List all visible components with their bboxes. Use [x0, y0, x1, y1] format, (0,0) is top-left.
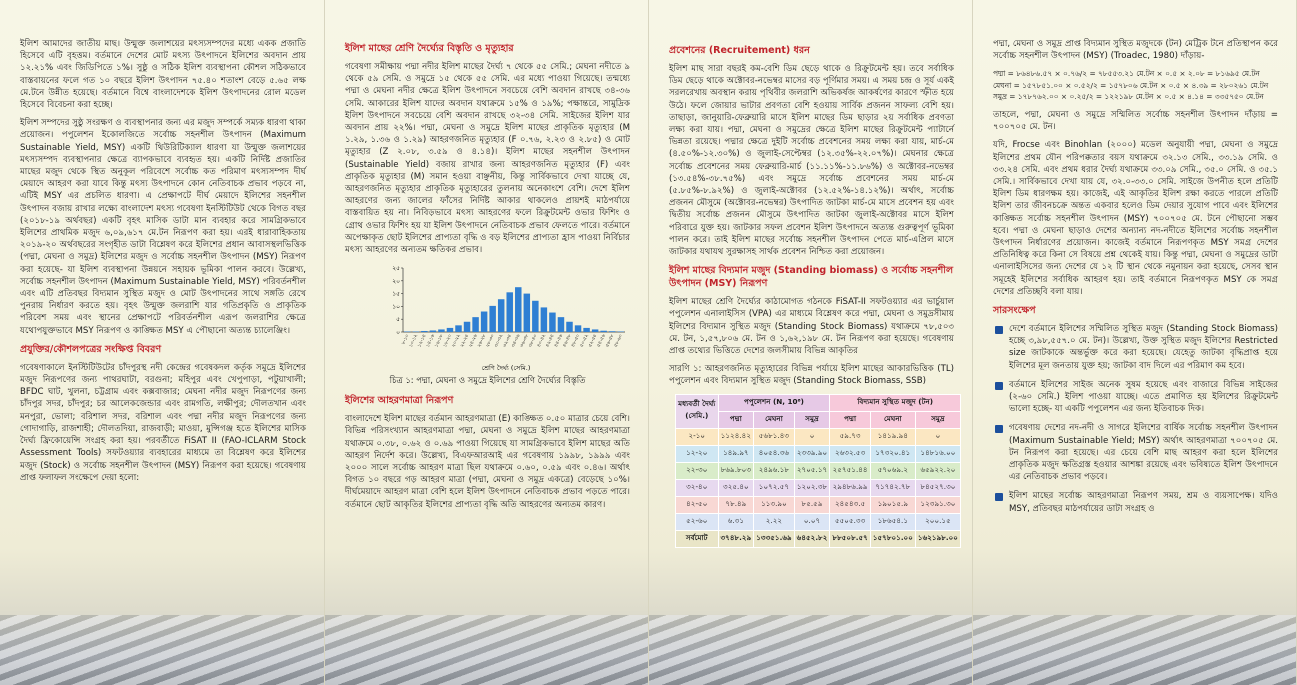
- table-row: [676, 479, 961, 496]
- hilsa-fish-image: [0, 615, 324, 685]
- table-caption: সারণি ১: আহরণজনিত মৃত্যুহারের বিভিন্ন পর্যায়ে ইলিশ মাছের আকারভিত্তিক (TL) পপুলেশন এবং বিদ্যমান সুস্থিত মজুদ (Standing Stock Biomass, SSB): [669, 364, 954, 387]
- table-cell: ৫৯.৭৩: [830, 428, 870, 445]
- chart-bar: [566, 322, 572, 332]
- table-subheader: মেঘনা: [754, 411, 794, 428]
- table-cell: ২৪৯৬.১৮: [754, 462, 794, 479]
- chart-y-tick-label: ৫: [396, 316, 400, 324]
- table-cell: ১২৩৯১.৩০: [915, 496, 960, 513]
- chart-bar: [421, 331, 427, 332]
- bullet-square-icon: [995, 382, 1003, 390]
- figure-caption: চিত্র ১: পদ্মা, মেঘনা ও সমুদ্রে ইলিশের শ্রেণি দৈর্ঘ্যের বিস্তৃতি: [389, 375, 586, 386]
- chart-bar: [600, 331, 606, 332]
- chart-x-tick-label: ৩০-৩২: [494, 333, 505, 349]
- chart-x-axis-label: শ্রেণি দৈর্ঘ্য (সেমি.): [481, 364, 531, 373]
- table-cell: ৩২-৪০: [676, 479, 719, 496]
- table-cell: ৫৭০৬৯.২: [870, 462, 915, 479]
- chart-svg: [381, 262, 631, 372]
- table-cell: ২২-৩০: [676, 462, 719, 479]
- formula-padma: পদ্মা = ৮৬৪৮৬.৫৭ × ০.৭৬/২ = ৭৮৫৫৩.২১ মে.টন × ০.৫ × ২.০৮ = ৮১৬৯৫ মে.টন: [993, 69, 1260, 79]
- msy-paragraph: ইলিশ সম্পদের সুষ্ঠু সংরক্ষণ ও ব্যবস্থাপনার জন্য এর মজুদ সম্পর্কে সম্যক ধারণা থাকা প্রয়োজন। পপুলেশন ইকোলজিতে সর্বোচ্চ সহনশীল উৎপাদন (Maximum Sustainable Yield, MSY) একটি থিউরিটিক্যাল ধারণা যা উন্মুক্ত জলাশয়ের মৎস্যসম্পদ ব্যবস্থাপনার ক্ষেত্রে ব্যাপকভাবে ব্যবহৃত হয়। একটি নির্দিষ্ট প্রজাতির মাছের মজুদ থেকে স্থিত অনুকূল পরিবেশে সর্বোচ্চ কত পরিমাণ মৎস্যসম্পদ দীর্ঘ মেয়াদে আহরণ করা যাবে কিন্তু মৎস্য উৎপাদনে কোন নেতিবাচক প্রভাব পড়বে না, এটিই MSY এর প্রচলিত ধারণা। এ প্রেক্ষাপটে দীর্ঘ মেয়াদে ইলিশের সহনশীল উৎপাদন বজায় রাখার লক্ষ্যে বাংলাদেশ মৎস্য গবেষণা ইনস্টিটিউট থেকে বিগত বছর (২০১৮-১৯ অর্থবছর) একটি বৃহৎ মাসিক ডাটা মান ব্যবহার করে সামগ্রিকভাবে ইলিশের প্রাথমিক মজুদ ৬,০৯,৬১৭ মে.টন নিরূপণ করা হয়। এরই ধারাবাহিকতায় ২০১৯-২০ অর্থবছরের সংগৃহীত ডাটা বিশ্লেষণ করে ইলিশের প্রধান আবাসস্থলভিত্তিক (পদ্মা, মেঘনা ও সমুদ্র) ইলিশের মজুদ ও সর্বোচ্চ সহনশীল উৎপাদন (MSY) নিরূপণ করা হয়েছে- যা ইলিশ ব্যবস্থাপনা উন্নয়নে সহায়ক ভূমিকা পালন করবে। উল্লেখ্য, সর্বোচ্চ সহনশীল উৎপাদন (Maximum Sustainable Yield, MSY) পরিবর্তনশীল এবং এটি প্রতিবছর বিদ্যমান সুস্থিত মজুদ ও মোট উৎপাদনের সাথে সঙ্গতি রেখে পুনরায় নির্ধারণ করতে হয়। বৃহৎ উন্মুক্ত জলরাশি যার গতিপ্রকৃতি ও প্রাকৃতিক পরিবেশ সময় এবং স্থানের প্রেক্ষাপটে পরিবর্তনশীল এরূপ জলরাশির ক্ষেত্রে যথোপযুক্তভাবে MSY নিরূপণ ও কাঙ্ক্ষিত MSY এ পৌছানো অত্যন্ত চ্যালেঞ্জিং।: [20, 118, 306, 336]
- table-cell: ৩২৫.৪০: [718, 479, 754, 496]
- bullet-square-icon: [995, 425, 1003, 433]
- table-row: [676, 428, 961, 445]
- table-cell: ২৭০৫.১৭: [794, 462, 830, 479]
- chart-x-tick-label: ২৮-৩০: [485, 333, 496, 349]
- panel-3: [649, 0, 973, 685]
- chart-x-tick-label: ১৮-২০: [442, 333, 454, 349]
- methods-heading: প্রযুক্তির/কৌশলপত্রের সংক্ষিপ্ত বিবরণ: [20, 343, 162, 355]
- chart-x-tick-label: ২০-২২: [451, 333, 462, 349]
- recruitment-heading: প্রবেশনের (Recruitement) ধরন: [669, 45, 810, 56]
- formula-sea: সমুদ্র = ১৭৮৭৬২.০০ × ০.২৫/২ = ১২২১৯৮ মে.টন × ০.৫ × ৪.১৪ = ৩৩৫৭৫০ মে.টন: [993, 92, 1264, 102]
- table-cell: ২.২২: [754, 513, 794, 530]
- length-distribution-heading: ইলিশ মাছের শ্রেণি দৈর্ঘ্যের বিস্তৃতি ও মৃত্যুহার: [345, 43, 514, 54]
- formula-meghna: মেঘনা = ১৫৭৮৫১.০০ × ০.৫২/২ = ১৫৭৮০৬ মে.টন × ০.৫ × ৪.৩৯ = ২৮০২৬১ মে.টন: [993, 80, 1269, 90]
- chart-x-tick-label: ৫৪-৫৬: [596, 333, 607, 349]
- methods-paragraph: গবেষণাকালে ইনস্টিটিউটের চাঁদপুরস্থ নদী কেন্দ্রের গবেষকদল কর্তৃক সমুদ্রে ইলিশের মজুদ নিরূপণের জন্য পাথরঘাটা, বরগুনা; মহিপুর এবং খেপুপাড়া, পটুয়াখালী; BFDC ঘাট, খুলনা, চট্টগ্রাম এবং কক্সবাজার; মেঘনা নদীর মজুদ নিরূপণের জন্য চাঁদপুর সদর, চাঁদপুর; চর আলেকজেন্ডার এবং রামগতি, লক্ষীপুর; দৌলতখান এবং মনপুরা, ভোলা; বরিশাল সদর, বরিশাল এবং পদ্মা নদীর মজুদ নিরূপণের জন্য গোদাগাড়ি, রাজশাহী; দৌলতদিয়া, রাজবাড়ী; মাওয়া, মুন্সিগঞ্জ হতে ইলিশের মাসিক দৈর্ঘ্য ফ্রিকোয়েন্সি সংগ্রহ করা হয়। পরবর্তীতে FiSAT II (FAO-ICLARM Stock Assessment Tools) সফটওয়্যার ব্যবহারের মাধ্যমে তা বিশ্লেষণ করে ইলিশের মজুদ (Stock) ও সর্বোচ্চ সহনশীল উৎপাদন (MSY) নিরূপণ করা হয়েছে। গবেষণায় প্রাপ্ত ফলাফল সংক্ষেপে দেয়া হলো:: [20, 362, 306, 483]
- msy-total-paragraph: তাহলে, পদ্মা, মেঘনা ও সমুদ্রে সম্মিলিত সর্বোচ্চ সহনশীল উৎপাদন দাঁড়ায় = ৭০০৭০৫ মে. টন।: [993, 109, 1278, 133]
- length-distribution-paragraph: গবেষণা সমীক্ষায় পদ্মা নদীর ইলিশ মাছের দৈর্ঘ্য ৭ থেকে ৫৫ সেমি.; মেঘনা নদীতে ৯ থেকে ৫৯ সেমি. ও সমুদ্রে ১৫ থেকে ৫৫ সেমি. এর মধ্যে পাওয়া গিয়েছে। তন্মধ্যে পদ্মা ও মেঘনা নদীর ক্ষেত্রে ইলিশ উৎপাদনে সবচেয়ে বেশি অবদান রাখছে ৩৪-৩৬ সেমি. আকারের ইলিশ যাদের অবদান যথাক্রমে ১৫% ও ১৯%; পক্ষান্তরে, সামুদ্রিক ইলিশ উৎপাদনে সবচেয়ে বেশি অবদান রাখছে ৩২-৩৪ সেমি. সাইজের ইলিশ যার অবদান প্রায় ২২%। পদ্মা, মেঘনা ও সমুদ্রে ইলিশ মাছের প্রাকৃতিক মৃত্যুহার (M ১.২৯, ১.৩৬ ও ১.২৯) আহরণজনিত মৃত্যুহার (F ০.৭৬, ২.২৩ ও ২.৮৫) ও মোট মৃত্যুহার (Z ২.০৮, ৩.৫৯ ও ৪.১৪)। ইলিশ মাছের সহনশীল উৎপাদন (Sustainable Yield) বজায় রাখার জন্য আহরণজনিত মৃত্যুহার (F) এবং প্রাকৃতিক মৃত্যুহার (M) সমান হওয়া বাঞ্ছনীয়, কিন্তু সার্বিকভাবে দেখা যাচ্ছে যে, আহরণজনিত মৃত্যুহার প্রাকৃতিক মৃত্যুহারের তুলনায় অনেকাংশে বেশি। দেশে ইলিশ আহরণের জন্য জালের ফাঁসের নির্দিষ্ট আকার থাকলেও প্রায়শই মাঠপর্যায়ে বাস্তবায়িত হয় না। নিবিড়ভাবে মৎস্য আহরণের ফলে রিক্রুটমেন্ট ওভার ফিশিং ও গ্রোথ ওভার ফিশিং হয় যা ইলিশ উৎপাদনে নেতিবাচক প্রভাব ফেলতে পারে। বর্তমানে অপেক্ষাকৃত ছোট ইলিশের প্রাপ্যতা বৃদ্ধি ও বড় ইলিশের প্রাপ্যতা হ্রাস পাওয়া নির্বিচার মৎস্য আহরণের অন্যতম ক্ষতিকর প্রভাব।: [345, 62, 630, 256]
- bullet-square-icon: [995, 493, 1003, 501]
- table-cell: ২৩৩৯.৯০: [794, 445, 830, 462]
- chart-x-tick-label: ৪৪-৪৬: [553, 333, 565, 349]
- bullet-square-icon: [995, 326, 1003, 334]
- chart-bar: [532, 301, 538, 332]
- table-cell: ২-১০: [676, 428, 719, 445]
- table-cell: ১২-২০: [676, 445, 719, 462]
- table-cell: ১৫৭৮০১.০০: [870, 530, 915, 547]
- table-cell: ২৯৪৮৬.৯৯: [830, 479, 870, 496]
- chart-x-tick-label: ৫৬-৫৮: [605, 333, 616, 349]
- biomass-heading: ইলিশ মাছের বিদ্যমান মজুদ (Standing biomass) ও সর্বোচ্চ সহনশীল উৎপাদন (MSY) নিরূপণ: [669, 265, 954, 290]
- panel-4: [973, 0, 1297, 685]
- table-row: [676, 462, 961, 479]
- summary-item: [993, 379, 1278, 416]
- table-cell: ২৬৩২.৫৩: [830, 445, 870, 462]
- chart-x-tick-label: ১০-১২: [408, 333, 420, 349]
- table-cell: ৮৬৯.৮০৩: [718, 462, 754, 479]
- summary-item: [993, 490, 1278, 514]
- table-cell: ০: [915, 428, 960, 445]
- table-cell: ১৭৩২০.৪১: [870, 445, 915, 462]
- maturity-paragraph: যদি, Frocse এবং Binohlan (২০০০) মডেল অনুযায়ী পদ্মা, মেঘনা ও সমুদ্রে ইলিশের প্রথম যৌন পরিপক্কতার বয়স যথাক্রমে ৩২.১৩ সেমি., ৩৩.১৯ সেমি. ও ৩৩.২৪ সেমি. এবং প্রথম ধরার দৈর্ঘ্য যথাক্রমে ৩৩.০৯ সেমি., ৩৫.০ সেমি. ও ৩৫.১ সেমি.। সার্বিকভাবে দেখা যায় যে, ৩২.০-৩৩.০ সেমি. সাইজে উপনীত হলে প্রতিটি ইলিশ ডিম ধারণক্ষম হয়। কাজেই, এই আকৃতির ইলিশ রক্ষা করতে পারলে প্রতিটি ইলিশ তার জীবনচক্রে অন্তত একবার হলেও ডিম দেয়ার সুযোগ পাবে এবং ইলিশের কাঙ্ক্ষিত সর্বোচ্চ সহনশীল উৎপাদন (MSY) ৭০০৭০৫ মে. টনে পৌছানো সম্ভব হবে। পদ্মা ও মেঘনা ছাড়াও দেশের অন্যান্য নদ-নদীতে ইলিশের সর্বোচ্চ সহনশীল উৎপাদন নির্ধারণের প্রয়োজন। কাজেই বর্তমানে নিরূপণকৃত MSY সমগ্র দেশের প্রতিনিধিত্ব করে কিনা সে বিষয়ে প্রশ্ন থেকেই যায়। কিন্তু পদ্মা, মেঘনা ও সমুদ্রের ডাটা এনালাইসিসের জন্য দেশের যে ১২ টি স্থান থেকে নমুনায়ন করা হয়েছে, সেসব স্থান সমূহেই ইলিশের সর্বাধিক আহরণ হয়। তাই বর্তমানে নিরূপণকৃত MSY কে সমগ্র দেশের প্রতিচ্ছবি বলা যায়।: [993, 140, 1278, 297]
- summary-item-text: বর্তমানে ইলিশের সাইজ অনেক সুষম হয়েছে এবং বাজারে বিভিন্ন সাইজের (২-৬০ সেমি.) ইলিশ পাওয়া যাচ্ছে। এতে প্রমাণিত হয় ইলিশের রিক্রুটমেন্ট ভালো হচ্ছে- যা একটি পপুলেশন এর জন্য ইতিবাচক দিক।: [1009, 379, 1278, 415]
- chart-bar: [498, 299, 504, 332]
- chart-y-tick-label: ১০: [392, 303, 400, 311]
- chart-x-tick-label: ৪৮-৫০: [571, 333, 582, 349]
- table-cell: ৮৪৫২৭.৩০: [915, 479, 960, 496]
- table-row: [676, 513, 961, 530]
- chart-bar: [515, 287, 521, 332]
- chart-bar: [472, 317, 478, 332]
- chart-x-tick-label: ২৪-২৬: [468, 333, 479, 349]
- chart-x-tick-label: ৫০-৫২: [579, 333, 590, 349]
- chart-bar: [447, 328, 453, 332]
- chart-y-tick-label: ০: [396, 329, 400, 337]
- table-subheader: সমুদ্র: [794, 411, 830, 428]
- chart-x-tick-label: ৮-১০: [401, 333, 411, 346]
- chart-x-tick-label: ১৪-১৬: [425, 333, 437, 349]
- table-cell: ২৫৭৫১.৪৪: [830, 462, 870, 479]
- exploitation-paragraph: বাংলাদেশে ইলিশ মাছের বর্তমান আহরণমাত্রা (E) কাঙ্ক্ষিত ০.৫০ মাত্রার চেয়ে বেশি। বিভিন্ন পরিসংখ্যান আহরণমাত্রা পদ্মা, মেঘনা ও সমুদ্রে ইলিশ মাছের আহরণমাত্রা যথাক্রমে ০.৩৮, ০.৬২ ও ০.৬৯ পাওয়া গিয়েছে যা সামগ্রিকভাবে ইলিশ মাছের অতি আহরণ নির্দেশ করে। উল্লেখ্য, বিএফআরআই এর গবেষণায় ১৯৯৮, ১৯৯৯ এবং ২০০০ সালে সর্বোচ্চ আহরণ মাত্রা ছিল যথাক্রমে ০.৬০, ০.৫৯ এবং ০.৪৬। অর্থাৎ বিগত ১০ বছরে গড় আহরণ মাত্রা (পদ্মা, মেঘনা ও সমুদ্র একত্রে) বেড়েছে ১০%। দীর্ঘমেয়াদে আহরণ মাত্রা বেশি হলে ইলিশ উৎপাদনে নেতিবাচক প্রভাব পড়তে পারে। বর্তমানে ছোট আকৃতির ইলিশের প্রাপ্যতা বৃদ্ধি অতি আহরণের অন্যতম কারণ।: [345, 414, 630, 510]
- table-cell: ৭১৭৪২.৭৮: [870, 479, 915, 496]
- chart-x-tick-label: ২২-২৪: [460, 333, 471, 349]
- table-cell: ৪২-৫০: [676, 496, 719, 513]
- summary-item: [993, 422, 1278, 483]
- table-row: [676, 445, 961, 462]
- table-cell: ৬৫৯২২.২০: [915, 462, 960, 479]
- hilsa-fish-image: [973, 615, 1296, 685]
- table-cell: ০.০৭: [794, 513, 830, 530]
- table-cell: ৮৫.৫৯: [794, 496, 830, 513]
- chart-bar: [489, 306, 495, 332]
- chart-x-tick-label: ৫৮-৬০: [613, 333, 625, 349]
- hilsa-fish-image: [325, 615, 648, 685]
- chart-bar: [438, 330, 444, 333]
- table-cell: সর্বমোট: [676, 530, 719, 547]
- table-cell: ৫২-৬০: [676, 513, 719, 530]
- chart-bar: [609, 331, 615, 332]
- table-subheader: মেঘনা: [870, 411, 915, 428]
- chart-bar: [404, 332, 410, 333]
- chart-x-tick-label: ৪৬-৪৮: [562, 333, 573, 349]
- table-cell: ৭৮.৪৯: [718, 496, 754, 513]
- chart-y-tick-label: ২০: [392, 278, 400, 286]
- table-cell: ১০৭২.৫৭: [754, 479, 794, 496]
- chart-x-tick-label: ৩৬-৩৮: [519, 333, 531, 349]
- chart-bar: [430, 331, 436, 333]
- panel-2: [325, 0, 649, 685]
- chart-x-tick-label: ১২-১৪: [417, 333, 428, 349]
- chart-x-tick-label: ৪২-৪৪: [545, 333, 556, 349]
- table-cell: ১১২৪.৪২: [718, 428, 754, 445]
- chart-bar: [455, 326, 461, 333]
- chart-bar: [558, 317, 564, 332]
- table-cell: ০: [794, 428, 830, 445]
- table-cell: ৫৫০৫.৩৩: [830, 513, 870, 530]
- table-subheader: পদ্মা: [830, 411, 870, 428]
- hilsa-fish-image: [649, 615, 972, 685]
- chart-x-tick-label: ৩৪-৩৬: [511, 333, 522, 349]
- summary-item-text: গবেষণায় দেশের নদ-নদী ও সাগরে ইলিশের বার্ষিক সর্বোচ্চ সহনশীল উৎপাদন (Maximum Sustainable Yield; MSY) অর্থাৎ আহরণমাত্রা ৭০০৭০৫ মে. টন নিরূপণ করা হয়েছে। এর চেয়ে বেশি মাছ আহরণ করা হলে ইলিশের প্রাকৃতিক মজুদ ক্ষতিগ্রস্ত হওয়ার আশঙ্কা রয়েছে এবং ভবিষ্যতে ইলিশ উৎপাদনে এর নেতিবাচক প্রভাব পড়বে।: [1009, 423, 1278, 483]
- chart-bar: [481, 312, 487, 332]
- table-cell: ১৮৬৫৪.১: [870, 513, 915, 530]
- chart-bar: [524, 294, 530, 332]
- table-body: [676, 428, 961, 547]
- table-cell: ১১৩.৯০: [754, 496, 794, 513]
- chart-bar: [583, 328, 589, 332]
- table-cell: ১৪৮১৬.০০: [915, 445, 960, 462]
- chart-x-tick-label: ৩২-৩৪: [502, 333, 514, 349]
- table-header-population: পপুলেশন (N, 10⁶): [718, 394, 830, 411]
- table-cell: ৬.৩১: [718, 513, 754, 530]
- table-cell: ৬৪৫২.৮২: [794, 530, 830, 547]
- biomass-table: [675, 394, 961, 548]
- chart-x-tick-label: ৫২-৫৪: [588, 333, 599, 349]
- table-subheader: পদ্মা: [718, 411, 754, 428]
- table-cell: ১৪৯.৯৭: [718, 445, 754, 462]
- table-cell: ২৪৫৪৩.৫: [830, 496, 870, 513]
- table-cell: ৮৮৫০৮.৫৭: [830, 530, 870, 547]
- table-cell: ৩৭৪৮.২৯: [718, 530, 754, 547]
- chart-bar: [506, 293, 512, 333]
- exploitation-heading: ইলিশের আহরণমাত্রা নিরূপণ: [345, 395, 454, 407]
- chart-bar: [549, 313, 555, 332]
- length-frequency-chart: [381, 262, 631, 372]
- table-cell: ১২০২.৩৮: [794, 479, 830, 496]
- msy-formula: [993, 68, 1278, 103]
- chart-bar: [541, 308, 547, 333]
- chart-x-tick-label: ৩৮-৪০: [528, 333, 539, 349]
- table-cell: ১৩৩৫১.৬৯: [754, 530, 794, 547]
- recruitment-paragraph: ইলিশ মাছ সারা বছরই কম-বেশি ডিম ছেড়ে থাকে ও রিক্রুটমেন্ট হয়। তবে সর্বাধিক ডিম ছেড়ে থাকে অক্টোবর-নভেম্বর মাসের বড় পূর্ণিমার সময়। এ সময় চন্দ্র ও সূর্য একই সরলরেখায় অবস্থান করায় পৃথিবীর জলরাশি অভিকর্ষজ আকর্ষণের কারণে স্ফীত হয়ে উঠে। ফলে জোয়ার ভাটার প্রবণতা বেশি হওয়ায় সার্বিক প্রজনন সাফল্য বেশি হয়। তাছাড়া, জানুয়ারি-ফেব্রুয়ারি মাসে ইলিশ মাছের ডিম ছাড়ার ২য় সর্বাধিক প্রবণতা লক্ষ্য করা যায়। পদ্মা, মেঘনা ও সমুদ্রের ক্ষেত্রে ইলিশ মাছের রিক্রুটমেন্ট প্যাটার্নে ভিন্নতা রয়েছে। পদ্মার ক্ষেত্রে দুইটি সর্বোচ্চ প্রবেশনের সময় লক্ষ্য করা যায়, মার্চ-মে (৪.৫০%-১২.৩০%) ও জুলাই-সেপ্টেম্বর (১২.৩৫%-২২.০৭%)। মেঘনার ক্ষেত্রে সর্বোচ্চ প্রবেশনের সময় ফেব্রুয়ারি-মার্চ (১১.১১%-১১.৮৬%) ও অক্টোবর-নভেম্বর (১৩.৫৪%-৩৮.৭৫%) এবং সমুদ্রে সর্বোচ্চ প্রবেশনের সময় মার্চ-মে (৫.৮৫%-৮.৯২%) ও জুলাই-অক্টোবর (১২.৫২%-১৪.১২%)। অর্থাৎ, সর্বোচ্চ প্রজনন মৌসুমে (অক্টোবর-নভেম্বর) উৎপাদিত জাটকা মার্চ-মে মাসে প্রবেশন হয় এবং দ্বিতীয় সর্বোচ্চ প্রজনন মৌসুমে উৎপাদিত জাটকা জুলাই-অক্টোবর মাসে ইলিশ পরিবারে যুক্ত হয়। জাটকার সফল প্রবেশন ইলিশ উৎপাদনে অত্যন্ত গুরুত্বপূর্ণ ভূমিকা পালন করে। তাই ইলিশ মাছের সর্বোচ্চ সহনশীল উৎপাদন পেতে মার্চ-এপ্রিল মাসে জাটকার যথাযথ সুরক্ষাসহ সার্থক প্রবেশন নিশ্চিত করা প্রয়োজন।: [669, 64, 954, 258]
- chart-x-tick-label: ১৬-১৮: [434, 333, 445, 349]
- summary-item-text: দেশে বর্তমানে ইলিশের সম্মিলিত সুস্থিত মজুদ (Standing Stock Biomass) হচ্ছে ৩,৯৮,৫৫৭.০ মে. টন)। উল্লেখ্য, উক্ত সুস্থিত মজুদ ইলিশের Restricted size জাটকাকে অন্তর্ভুক্ত করে করা হয়েছে। যেহেতু জাটকা বৃদ্ধিপ্রাপ্ত হয়ে ইলিশের মূল জনতায় যুক্ত হয়; জাটকা বাদ দিলে এর পরিমাণ কম হবে।: [1009, 323, 1278, 371]
- table-row: [676, 496, 961, 513]
- chart-bar: [617, 332, 623, 333]
- table-cell: ৫৬৮১.৪৩: [754, 428, 794, 445]
- summary-item-text: ইলিশ মাছের সর্বোচ্চ আহরণমাত্রা নিরূপণ সময়, শ্রম ও ব্যয়সাপেক্ষ। যদিও MSY, প্রতিবছর মাঠপর্যায়ের ডাটা সংগ্রহ ও: [1009, 491, 1278, 514]
- chart-x-tick-label: ৪০-৪২: [536, 333, 548, 349]
- panel-1: [0, 0, 325, 685]
- table-subheader: সমুদ্র: [915, 411, 960, 428]
- biomass-paragraph: ইলিশ মাছের শ্রেণি দৈর্ঘ্যের কাঠামোগত গঠনকে FiSAT-II সফটওয়্যার এর ভার্চুয়াল পপুলেশন এনালাইসিস (VPA) এর মাধ্যমে বিশ্লেষণ করে পদ্মা, মেঘনা ও সমুদ্রসীমায় ইলিশের বিদ্যমান সুস্থিত মজুদ (Standing Stock Biomass) যথাক্রমে ৭৮,৫০৩ মে. টন, ১,৫৭,৮০৬ মে. টন ও ১,৬২,১৯৮ মে. টন নিরূপণ করা হয়েছে। গবেষণায় প্রাপ্ত তথ্যের ভিত্তিতে দেশের জলসীমায় বিভিন্ন আকৃতির: [669, 297, 954, 357]
- chart-bar: [575, 326, 581, 333]
- chart-bar: [592, 330, 598, 333]
- chart-bar: [413, 332, 419, 333]
- table-cell: ২০০.১৫: [915, 513, 960, 530]
- summary-list: [993, 323, 1278, 515]
- table-cell: ১৯০১৫.৯: [870, 496, 915, 513]
- chart-y-tick-label: ১৫: [392, 290, 400, 298]
- table-cell: ১৬২১৯৮.০০: [915, 530, 960, 547]
- chart-y-tick-label: ২৫: [392, 265, 400, 273]
- table-cell: ১৪১৯.৯৪: [870, 428, 915, 445]
- chart-x-tick-label: ২৬-২৮: [477, 333, 488, 349]
- table-header-biomass: বিদ্যমান সুস্থিত মজুদ (টন): [830, 394, 961, 411]
- table-row: [676, 530, 961, 547]
- intro-paragraph: ইলিশ আমাদের জাতীয় মাছ। উন্মুক্ত জলাশয়ের মৎস্যসম্পদের মধ্যে একক প্রজাতি হিসেবে এটি বৃহত্তম। বর্তমানে দেশের মোট মৎস্য উৎপাদনে ইলিশের অবদান প্রায় ১২.২১% এবং জিডিপিতে ১%। সুষ্ঠু ও সঠিক ইলিশ ব্যবস্থাপনা কৌশল সঠিকভাবে বাস্তবায়নের ফলে গত ১০ বছরে ইলিশ উৎপাদন ৭৫.৪০ শতাংশ বেড়ে ৫.৬৫ লক্ষ মে.টনে উন্নীত হয়েছে। বর্তমানে বিশ্বে বাংলাদেশকে ইলিশ উৎপাদনের রোল মডেল হিসেবে বিবেচনা করা হচ্ছে।: [20, 39, 306, 111]
- summary-heading: সারসংক্ষেপ: [993, 304, 1036, 316]
- chart-bar: [464, 322, 470, 332]
- summary-item: [993, 323, 1278, 372]
- msy-intro-paragraph: পদ্মা, মেঘনা ও সমুদ্র প্রাপ্ত বিদ্যমান সুস্থিত মজুদকে (টন) মেট্রিক টনে প্রতিস্থাপন করে সর্বোচ্চ সহনশীল উৎপাদন (MSY) (Troadec, 1980) দাঁড়ায়-: [993, 39, 1278, 62]
- table-cell: ৪০৫৪.৩৬: [754, 445, 794, 462]
- table-header-size: মধ্যবর্তী দৈর্ঘ্য (সেমি.): [676, 394, 719, 428]
